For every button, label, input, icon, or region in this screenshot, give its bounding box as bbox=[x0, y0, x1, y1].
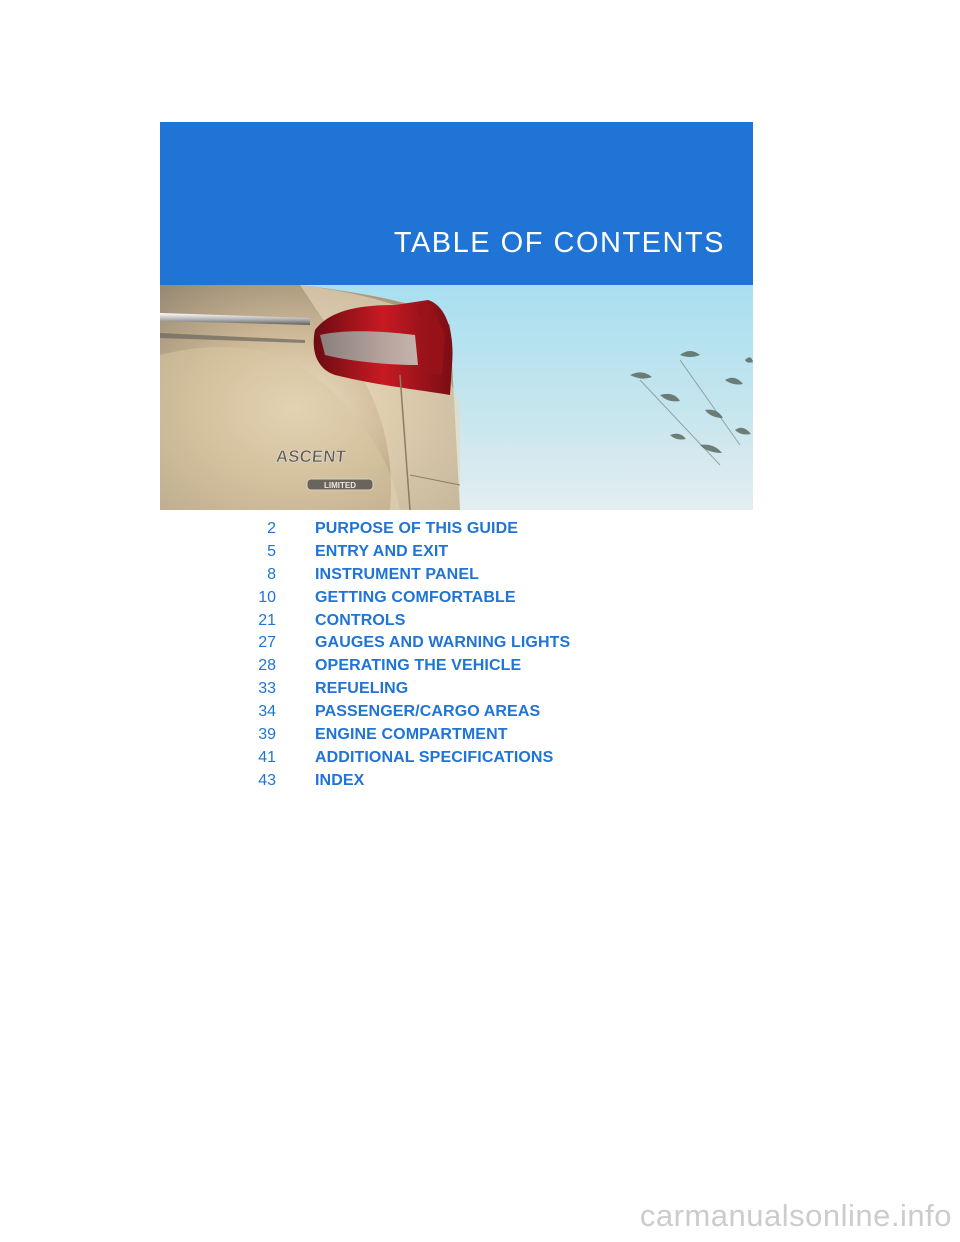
badge-trim-text: LIMITED bbox=[324, 481, 356, 490]
toc-link[interactable]: CONTROLS bbox=[315, 611, 406, 629]
toc-link[interactable]: ENTRY AND EXIT bbox=[315, 542, 449, 560]
toc-link[interactable]: ENGINE COMPARTMENT bbox=[315, 726, 508, 744]
toc-page-number: 21 bbox=[258, 611, 276, 629]
toc-entry[interactable] bbox=[240, 518, 740, 541]
toc-entry[interactable] bbox=[240, 541, 740, 564]
toc-page-number: 10 bbox=[258, 588, 276, 606]
toc-page-number: 43 bbox=[258, 771, 276, 789]
toc-entry[interactable] bbox=[240, 587, 740, 610]
toc-link[interactable]: OPERATING THE VEHICLE bbox=[315, 657, 522, 675]
toc-link[interactable]: GETTING COMFORTABLE bbox=[315, 588, 516, 606]
toc-page-number: 8 bbox=[267, 565, 276, 583]
toc-page-number: 41 bbox=[258, 748, 276, 766]
toc-entry[interactable] bbox=[240, 701, 740, 724]
toc-link[interactable]: ADDITIONAL SPECIFICATIONS bbox=[315, 748, 554, 766]
page-title: TABLE OF CONTENTS bbox=[393, 227, 725, 259]
badge-model-text: ASCENT bbox=[275, 447, 347, 466]
toc-entry[interactable] bbox=[240, 564, 740, 587]
toc-entry[interactable] bbox=[240, 724, 740, 747]
toc-entry[interactable] bbox=[240, 655, 740, 678]
toc-page-number: 2 bbox=[267, 520, 276, 537]
toc-page-number: 27 bbox=[258, 634, 276, 652]
title-banner bbox=[160, 122, 753, 285]
toc-link[interactable]: PURPOSE OF THIS GUIDE bbox=[315, 520, 519, 537]
cover-hero bbox=[160, 122, 753, 510]
toc-link[interactable]: PASSENGER/CARGO AREAS bbox=[315, 703, 541, 721]
site-watermark: carmanualsonline.info bbox=[639, 1198, 952, 1233]
toc-entry[interactable] bbox=[240, 747, 740, 770]
toc-page-number: 39 bbox=[258, 726, 276, 744]
toc-link[interactable]: REFUELING bbox=[315, 680, 409, 698]
toc-page-number: 28 bbox=[258, 657, 276, 675]
toc-page-number: 5 bbox=[267, 542, 276, 560]
toc-link[interactable]: GAUGES AND WARNING LIGHTS bbox=[315, 634, 571, 652]
toc-link[interactable]: INSTRUMENT PANEL bbox=[315, 565, 479, 583]
table-of-contents bbox=[240, 518, 740, 793]
toc-page-number: 33 bbox=[258, 680, 276, 698]
toc-entry[interactable] bbox=[240, 610, 740, 633]
toc-entry[interactable] bbox=[240, 770, 740, 793]
toc-entry[interactable] bbox=[240, 678, 740, 701]
toc-entry[interactable] bbox=[240, 632, 740, 655]
toc-page-number: 34 bbox=[258, 703, 276, 721]
toc-link[interactable]: INDEX bbox=[315, 771, 365, 789]
vehicle-taillight-photo bbox=[160, 285, 753, 510]
